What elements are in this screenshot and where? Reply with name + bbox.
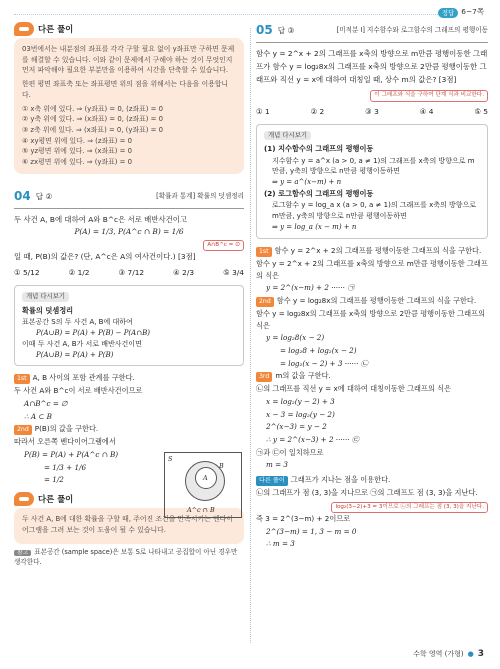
q05-step-text: 함수 y = log₂8x의 그래프를 평행이동한 그래프의 식을 구한다.	[276, 295, 477, 305]
q05-step-text: x − 3 = log₂(y − 2)	[266, 409, 335, 419]
q04-choice-5[interactable]: ⑤ 3/4	[223, 268, 244, 278]
q04-choice-3[interactable]: ③ 7/12	[118, 268, 145, 278]
q04-formula: P(A) = 1/3, P(A^c ∩ B) = 1/6	[74, 226, 184, 236]
q05-callout: 이 그래프와 식을 구하여 단계 식과 비교한다.	[370, 90, 488, 102]
answer-badge: 정답	[438, 8, 458, 18]
note-item: ⑤ yz평면 위에 있다. ⇒ (x좌표) = 0	[22, 147, 133, 156]
note-title: 다른 풀이	[38, 23, 74, 34]
q05-concept-h1: (1) 지수함수의 그래프의 평행이동	[264, 144, 374, 154]
q04-choice-1[interactable]: ① 5/12	[14, 268, 40, 278]
top-bar	[0, 0, 500, 18]
q05-step-text: ㉡의 그래프를 직선 y = x에 대하여 대칭이동한 그래프의 식은	[256, 384, 452, 394]
q04-step-text: ∴ A ⊂ B	[24, 411, 52, 421]
q04-category: [확률과 통계] 확률의 덧셈정리	[156, 191, 244, 200]
page-range: 6~7쪽	[461, 7, 484, 17]
footer-dot-icon: ●	[467, 650, 474, 659]
q05-step-text: m = 3	[266, 460, 288, 470]
tip-text: 표본공간 (sample space)은 보통 S로 나타내고 공집합이 아닌 경우만 생각한다.	[14, 548, 238, 567]
q05-step-text: y = log₂8(x − 2)	[266, 333, 325, 343]
right-column	[256, 22, 488, 551]
q05-choice-2[interactable]: ② 2	[310, 106, 325, 116]
venn-label-region: A^c ∩ B	[187, 506, 215, 515]
q05-alt-line: ∴ m = 3	[266, 539, 295, 549]
q04-choice-2[interactable]: ② 1/2	[68, 268, 90, 278]
q04-choices	[14, 268, 244, 279]
note-para-2: 한편 평면 좌표축 또는 좌표평면 위의 점을 위해서는 다음을 이용합니다.	[22, 80, 229, 99]
q04-callout: A∩B^c = ∅	[203, 240, 244, 252]
top-divider	[14, 14, 440, 15]
q04-step-tag: 1st	[14, 374, 30, 384]
q04-step-text: P(B) = P(A) + P(A^c ∩ B)	[24, 450, 119, 460]
page-number: 3	[477, 648, 484, 659]
q04-concept-line: 이때 두 사건 A, B가 서로 배반사건이면	[22, 339, 142, 348]
page-range-tag	[438, 6, 484, 19]
q05-category: [미적분 I] 지수함수와 로그함수의 그래프의 평행이동	[336, 25, 488, 34]
q04-concept-line: 표본공간 S의 두 사건 A, B에 대하여	[22, 318, 133, 327]
q05-alt-line: 즉 3 = 2^(3−m) + 2이므로	[256, 514, 351, 524]
q05-concept-line: ⇒ y = a^(x−m) + n	[272, 178, 342, 187]
q05-step-text: = log₂(x − 2) + 3 ······ ㉡	[280, 358, 368, 368]
q04-step-text: = 1/2	[44, 475, 64, 485]
q04-stem-line1: 두 사건 A, B에 대하여 A와 B^c은 서로 배반사건이고	[14, 215, 188, 225]
column-divider	[250, 28, 251, 643]
venn-label-b: B	[219, 462, 224, 471]
note-title-row	[14, 22, 244, 36]
note-item: ③ z축 위에 있다. ⇒ (x좌표) = 0, (y좌표) = 0	[22, 125, 163, 134]
tip-tag: 참고	[14, 550, 31, 556]
q04-number: 04	[14, 188, 31, 203]
q05-concept-h2: (2) 로그함수의 그래프의 평행이동	[264, 189, 374, 199]
q05-step-text: = log₂8 + log₂(x − 2)	[280, 345, 357, 355]
note-box	[14, 38, 244, 174]
q05-alt-line: ㉡의 그래프가 점 (3, 3)을 지나므로 ㉠의 그래프도 점 (3, 3)을 지난다.	[256, 487, 478, 497]
q04-choice-4[interactable]: ④ 2/3	[173, 268, 195, 278]
q04-header	[14, 188, 244, 209]
q05-step-text: 2^(x−3) = y − 2	[266, 422, 327, 432]
note-item: ⑥ zx평면 위에 있다. ⇒ (y좌표) = 0	[22, 158, 133, 167]
q04-answer: 답 ②	[35, 191, 53, 201]
note2-text: 두 사건 A, B에 대한 확률을 구할 때, 주어진 조건을 만족시키는 벤다이어그램을 그려 보는 것이 도움이 될 수 있습니다.	[22, 515, 233, 534]
q05-step-text: y = 2^(x−m) + 2 ······ ㉠	[266, 283, 355, 293]
q04-concept-title: 확률의 덧셈정리	[22, 305, 74, 315]
q05-answer: 답 ③	[277, 26, 295, 36]
q04-step-text: A∩B^c = ∅	[24, 399, 68, 409]
q05-solution	[256, 245, 488, 550]
q04-concept-line: P(A∪B) = P(A) + P(B) − P(A∩B)	[36, 328, 150, 337]
q05-alt-tag: 다른 풀이	[256, 476, 288, 486]
q05-number: 05	[256, 23, 273, 37]
q05-step-text: ㉠과 ㉢이 일치하므로	[256, 447, 324, 457]
page-footer	[413, 648, 484, 661]
q05-stem: 함수 y = 2^x + 2의 그래프를 x축의 방향으로 m만큼 평행이동한 그래프가 함수 y = log₂8x의 그래프를 x축의 방향으로 2만큼 평행이동한 그래프와 직선 y = x에 대하여 대칭일 때, 상수 m의 값은? [3점]	[256, 49, 488, 85]
q05-step-tag: 2nd	[256, 297, 274, 307]
q05-step-text: 함수 y = log₂8x의 그래프를 x축의 방향으로 2만큼 평행이동한 그래프의 식은	[256, 308, 485, 330]
book-title: 수학 영역 (가형)	[413, 650, 464, 659]
q05-concept-line: 지수함수 y = a^x (a > 0, a ≠ 1)의 그래프를 x축의 방향으로 m만큼, y축의 방향으로 n만큼 평행이동하면	[272, 156, 475, 176]
q05-step-tag: 3rd	[256, 372, 272, 382]
q04-step-text: P(B)의 값을 구한다.	[34, 424, 99, 434]
q04-concept-label: 개념 다시보기	[22, 292, 69, 302]
q04-stem	[14, 214, 244, 263]
q05-choice-5[interactable]: ⑤ 5	[474, 106, 488, 116]
note-item: ② y축 위에 있다. ⇒ (x좌표) = 0, (z좌표) = 0	[22, 115, 163, 124]
note-pencil-icon	[14, 492, 34, 506]
q04-stem-line2: 일 때, P(B)의 값은? (단, A^c은 A의 여사건이다.) [3점]	[14, 252, 196, 262]
q05-concept-box	[256, 124, 488, 239]
left-column	[14, 22, 244, 568]
q04-step-text: = 1/3 + 1/6	[44, 462, 87, 472]
note-para-1: 03번에서는 내분점의 좌표를 각각 구할 필요 없이 y좌표만 구하면 문제를 해결할 수 있습니다. 이와 같이 문제에서 구해야 하는 것이 무엇인지 먼저 파악해야 필요한 부분만을 이용하여 시간을 단축할 수 있습니다.	[22, 45, 235, 75]
q05-concept-label: 개념 다시보기	[264, 131, 311, 141]
q05-alt-callout: log₂(3−2)+3 = 3이므로 ㉡의 그래프는 점 (3, 3)을 지난다.	[331, 502, 488, 514]
q04-step-text: 두 사건 A와 B^c이 서로 배반사건이므로	[14, 386, 143, 396]
q05-choice-3[interactable]: ③ 3	[365, 106, 379, 116]
q05-step-text: 함수 y = 2^x + 2의 그래프를 x축의 방향으로 m만큼 평행이동한 그래프의 식은	[256, 258, 488, 280]
q05-step-text: 함수 y = 2^x + 2의 그래프를 평행이동한 그래프의 식을 구한다.	[274, 245, 482, 255]
venn-diagram	[164, 452, 242, 518]
venn-label-s: S	[168, 455, 173, 464]
q04-concept-line: P(A∪B) = P(A) + P(B)	[36, 350, 114, 359]
q04-concept-box	[14, 285, 244, 366]
tip-row	[14, 548, 244, 568]
q05-concept-line: ⇒ y = log_a (x − m) + n	[272, 222, 357, 231]
q05-alt-title: 그래프가 지나는 점을 이용한다.	[290, 474, 391, 484]
q05-header	[256, 22, 488, 43]
q04-step-tag: 2nd	[14, 425, 32, 435]
note-pencil-icon	[14, 22, 34, 36]
q05-choice-1[interactable]: ① 1	[256, 106, 270, 116]
q05-concept-line: 로그함수 y = log_a x (a > 0, a ≠ 1)의 그래프를 x축의 방향으로 m만큼, y축의 방향으로 n만큼 평행이동하면	[272, 201, 477, 221]
note2-title: 다른 풀이	[38, 493, 74, 504]
q05-step-tag: 1st	[256, 247, 272, 257]
q05-step-text: x = log₂(y − 2) + 3	[266, 396, 335, 406]
q04-step-text: 따라서 오른쪽 벤다이어그램에서	[14, 437, 116, 447]
note-item: ④ xy평면 위에 있다. ⇒ (z좌표) = 0	[22, 136, 133, 145]
q04-step-text: A, B 사이의 포함 관계를 구한다.	[32, 373, 135, 383]
q05-choice-4[interactable]: ④ 4	[419, 106, 434, 116]
q05-alt-line: 2^(3−m) = 1, 3 − m = 0	[266, 526, 357, 536]
q05-choices	[256, 107, 488, 118]
venn-label-a: A	[203, 474, 208, 483]
q05-step-text: m의 값을 구한다.	[275, 371, 331, 381]
q05-step-text: ∴ y = 2^(x−3) + 2 ······ ㉢	[266, 434, 359, 444]
note-item: ① x축 위에 있다. ⇒ (y좌표) = 0, (z좌표) = 0	[22, 104, 163, 113]
